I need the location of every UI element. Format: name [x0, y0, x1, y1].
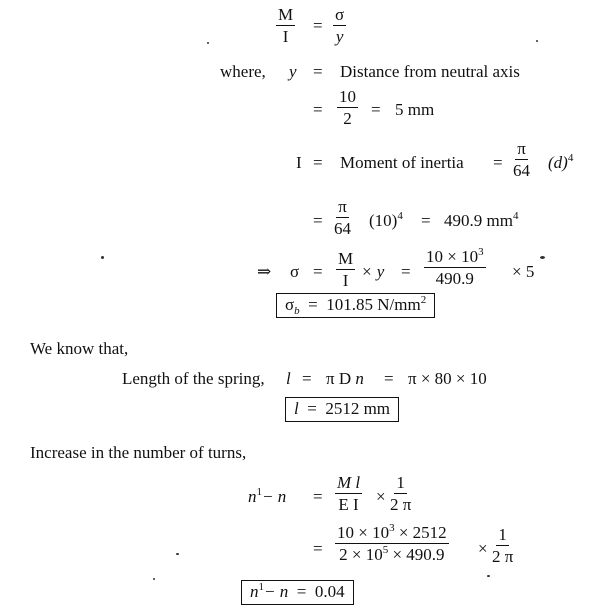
- diameter-term: $(d)^4$: [548, 152, 574, 172]
- equals-sign: =: [401, 262, 411, 281]
- equals-sign: =: [493, 153, 503, 172]
- where-label: where,: [220, 62, 266, 81]
- scan-speck: [176, 553, 179, 555]
- times-sign: ×: [376, 487, 386, 506]
- boxed-spring-length: l = 2512 mm: [285, 397, 399, 422]
- turns-difference: $n^1- n$: [248, 486, 287, 506]
- scan-speck: [536, 40, 538, 42]
- result-value: 490.9 $mm^4$: [444, 210, 519, 230]
- fraction-one-over-two-pi: $\frac{1}{2 \pi}$: [390, 473, 412, 514]
- variable-l: l: [286, 369, 291, 388]
- equals-sign: =: [313, 211, 323, 230]
- fraction-one-over-two-pi: $\frac{1}{2 \pi}$: [492, 525, 514, 566]
- equals-sign: =: [313, 539, 323, 558]
- scan-speck: [540, 256, 545, 259]
- variable-y: y: [289, 62, 297, 81]
- definition-text: Moment of inertia: [340, 153, 464, 172]
- result-value: 5 mm: [395, 100, 435, 119]
- statement-text: Increase in the number of turns,: [30, 443, 247, 462]
- implies-arrow: ⇒: [257, 262, 272, 281]
- fraction-10-over-2: $\frac{10}{2}$: [339, 87, 356, 128]
- fraction-ml-over-ei: $\frac{\text{M l}}{\text{E I}}$: [337, 473, 361, 514]
- boxed-bending-stress: $\sigma_b = 101.85$ $N/mm^2$: [276, 293, 435, 318]
- fraction-pi-over-64: $\frac{\pi}{64}$: [513, 139, 530, 180]
- sigma-symbol: σ: [290, 262, 300, 281]
- times-sign: ×: [478, 539, 488, 558]
- equals-sign: =: [313, 153, 323, 172]
- times-five: × 5: [512, 262, 535, 281]
- equals-sign: =: [313, 62, 323, 81]
- equals-sign: =: [313, 100, 323, 119]
- expression-numeric: π × 80 × 10: [408, 369, 487, 388]
- statement-text: We know that,: [30, 339, 129, 358]
- scan-speck: [207, 42, 209, 44]
- scan-speck: [153, 578, 155, 580]
- expression-pi-d-n: π D n: [326, 369, 364, 388]
- equals-sign: =: [313, 16, 323, 35]
- fraction-m-over-i: $\frac{M}{I}$: [278, 5, 294, 46]
- fraction-m-over-i: $\frac{M}{I}$: [338, 249, 354, 290]
- definition-text: Distance from neutral axis: [340, 62, 520, 81]
- equals-sign: =: [384, 369, 394, 388]
- equals-sign: =: [302, 369, 312, 388]
- equals-sign: =: [313, 487, 323, 506]
- fraction-sigma-over-y: $\frac{\sigma}{y}$: [335, 5, 345, 46]
- equals-sign: =: [371, 100, 381, 119]
- fraction-pi-over-64: $\frac{\pi}{64}$: [334, 197, 351, 238]
- fraction-numeric: $\frac{10 \times 10^3 \times 2512}{2 \times 10^5 \times 490.9}$: [337, 522, 447, 564]
- times-y: × y: [361, 262, 385, 281]
- variable-i: I: [296, 153, 302, 172]
- scan-speck: [101, 256, 104, 259]
- boxed-turns-increase: $n^1- n = 0.04$: [241, 580, 354, 605]
- equals-sign: =: [421, 211, 431, 230]
- length-label: Length of the spring,: [122, 369, 265, 388]
- scan-speck: [487, 575, 490, 577]
- fraction-moment-over-inertia: $\frac{10 \times 10^3}{490.9}$: [426, 246, 484, 288]
- power-term: $(10)^4$: [369, 210, 403, 230]
- equals-sign: =: [313, 262, 323, 281]
